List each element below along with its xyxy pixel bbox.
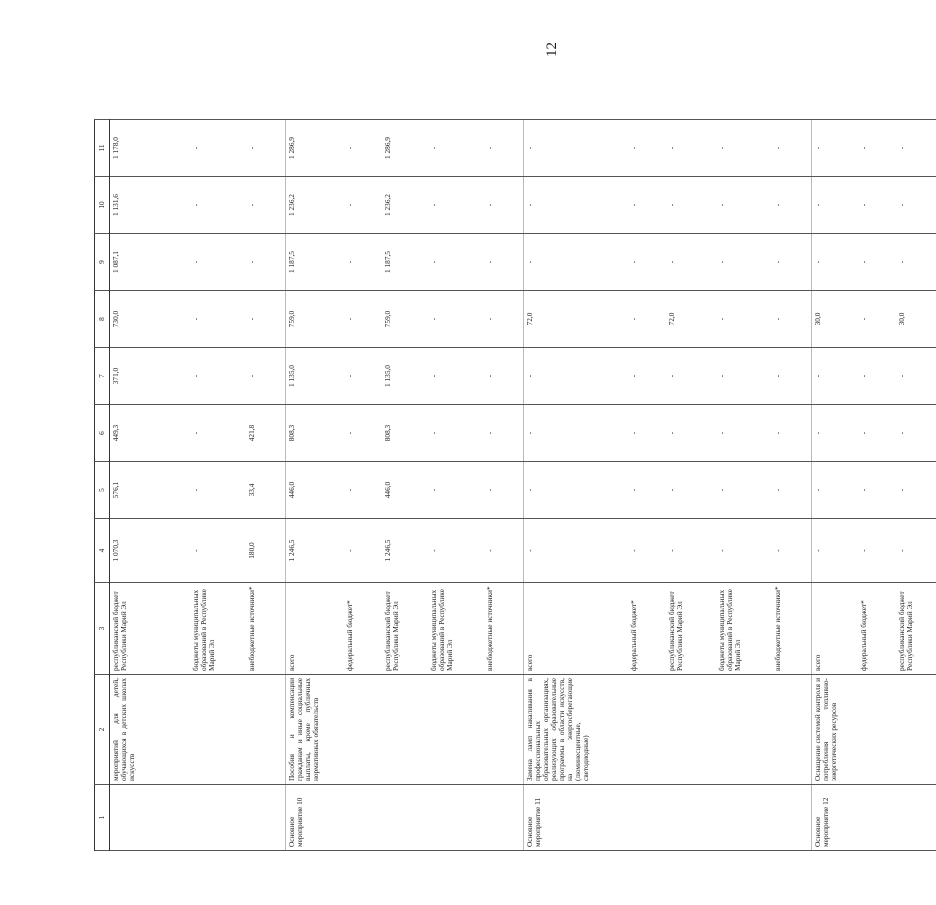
value-cell-col-11: - [666,120,716,177]
funding-source-cell: бюджеты муниципальных образований в Республике Марий Эл [716,583,772,675]
table-row [110,120,190,851]
measure-code-cell [344,785,382,851]
funding-source-cell: республиканский бюджет Республики Марий Эл [896,583,936,675]
value-cell-col-7: - [716,348,772,405]
value-cell-col-6: - [772,405,812,462]
column-header-7: 7 [95,348,110,405]
column-header-9: 9 [95,234,110,291]
value-cell-col-7: - [812,348,858,405]
value-cell-col-8: 759,0 [286,291,344,348]
value-cell-col-9: 1 187,5 [382,234,428,291]
value-cell-col-9: - [716,234,772,291]
measure-name-cell [772,675,812,785]
value-cell-col-8: - [428,291,484,348]
table-row [484,120,524,851]
table-row [428,120,484,851]
value-cell-col-10: - [858,177,896,234]
value-cell-col-6: 449,3 [110,405,190,462]
funding-source-cell: республиканский бюджет Республики Марий Эл [110,583,190,675]
value-cell-col-6: 808,3 [382,405,428,462]
funding-source-cell: внебюджетные источники* [246,583,286,675]
column-header-5: 5 [95,462,110,519]
measure-code-cell [858,785,896,851]
value-cell-col-4: - [858,519,896,583]
value-cell-col-4: 1 246,5 [286,519,344,583]
value-cell-col-11: - [524,120,628,177]
value-cell-col-8: - [716,291,772,348]
value-cell-col-6: - [716,405,772,462]
value-cell-col-10: - [896,177,936,234]
value-cell-col-11: - [772,120,812,177]
measure-code-cell: Основное мероприятие 11 [524,785,628,851]
value-cell-col-10: 1 236,2 [382,177,428,234]
value-cell-col-4: - [484,519,524,583]
measure-code-cell [772,785,812,851]
measure-code-cell [484,785,524,851]
measure-code-cell [628,785,666,851]
column-header-2: 2 [95,675,110,785]
value-cell-col-4: - [628,519,666,583]
funding-source-cell: федеральный бюджет* [344,583,382,675]
value-cell-col-9: - [524,234,628,291]
table-row [812,120,858,851]
value-cell-col-11: - [246,120,286,177]
value-cell-col-6: - [524,405,628,462]
funding-source-cell: бюджеты муниципальных образований в Республике Марий Эл [428,583,484,675]
value-cell-col-5: 33,4 [246,462,286,519]
measure-name-cell [858,675,896,785]
value-cell-col-5: 446,0 [382,462,428,519]
funding-source-cell: всего [286,583,344,675]
value-cell-col-10: - [190,177,246,234]
value-cell-col-11: - [812,120,858,177]
value-cell-col-11: 1 286,9 [286,120,344,177]
budget-table [94,119,936,851]
value-cell-col-8: 730,0 [110,291,190,348]
measure-code-cell [382,785,428,851]
column-header-3: 3 [95,583,110,675]
value-cell-col-6: - [812,405,858,462]
value-cell-col-10: - [812,177,858,234]
value-cell-col-9: - [190,234,246,291]
value-cell-col-7: - [666,348,716,405]
value-cell-col-11: - [190,120,246,177]
value-cell-col-4: - [716,519,772,583]
table-body [110,120,936,851]
measure-name-cell [484,675,524,785]
value-cell-col-11: - [428,120,484,177]
value-cell-col-6: - [344,405,382,462]
value-cell-col-10: - [628,177,666,234]
value-cell-col-9: - [896,234,936,291]
value-cell-col-6: - [428,405,484,462]
value-cell-col-10: - [772,177,812,234]
value-cell-col-9: - [858,234,896,291]
value-cell-col-8: - [190,291,246,348]
value-cell-col-11: - [628,120,666,177]
column-header-6: 6 [95,405,110,462]
value-cell-col-7: - [428,348,484,405]
value-cell-col-4: - [428,519,484,583]
value-cell-col-8: - [344,291,382,348]
value-cell-col-5: 446,0 [286,462,344,519]
funding-source-cell: республиканский бюджет Республики Марий Эл [666,583,716,675]
value-cell-col-5: 576,1 [110,462,190,519]
value-cell-col-9: - [344,234,382,291]
measure-code-cell [666,785,716,851]
table-row [716,120,772,851]
funding-source-cell: федеральный бюджет* [858,583,896,675]
measure-name-cell [428,675,484,785]
value-cell-col-9: - [428,234,484,291]
value-cell-col-10: - [666,177,716,234]
value-cell-col-7: - [858,348,896,405]
measure-name-cell: Пособия и компенсации гражданам и иные социальные выплаты, кроме публичных нормативных обязательств [286,675,344,785]
value-cell-col-11: 1 286,9 [382,120,428,177]
value-cell-col-6: - [666,405,716,462]
value-cell-col-11: - [344,120,382,177]
value-cell-col-9: 1 087,1 [110,234,190,291]
value-cell-col-4: - [666,519,716,583]
value-cell-col-4: - [190,519,246,583]
measure-name-cell: Замена ламп накаливания в профессиональных образовательных организациях, реализующих образовательные программы в области искусств, на энергосберегающие (люминесцентные, светодиодные) [524,675,628,785]
table-row [246,120,286,851]
value-cell-col-5: - [524,462,628,519]
table-row [190,120,246,851]
value-cell-col-7: - [628,348,666,405]
value-cell-col-11: - [858,120,896,177]
column-header-1: 1 [95,785,110,851]
value-cell-col-6: - [484,405,524,462]
value-cell-col-5: - [896,462,936,519]
value-cell-col-10: 1 131,6 [110,177,190,234]
measure-name-cell [382,675,428,785]
measure-code-cell [428,785,484,851]
value-cell-col-5: - [428,462,484,519]
table-row [524,120,628,851]
measure-name-cell [666,675,716,785]
value-cell-col-5: - [858,462,896,519]
value-cell-col-4: 1 246,5 [382,519,428,583]
funding-source-cell: республиканский бюджет Республики Марий Эл [382,583,428,675]
funding-source-cell: всего [524,583,628,675]
value-cell-col-8: - [628,291,666,348]
funding-source-cell: федеральный бюджет* [628,583,666,675]
table-row [628,120,666,851]
value-cell-col-8: 72,0 [524,291,628,348]
value-cell-col-8: 30,0 [896,291,936,348]
page-number: 12 [544,42,560,57]
value-cell-col-4: 180,0 [246,519,286,583]
value-cell-col-5: - [666,462,716,519]
measure-name-cell [246,675,286,785]
value-cell-col-9: - [246,234,286,291]
value-cell-col-11: - [896,120,936,177]
value-cell-col-11: 1 178,0 [110,120,190,177]
value-cell-col-8: 30,0 [812,291,858,348]
value-cell-col-6: - [628,405,666,462]
value-cell-col-7: - [772,348,812,405]
value-cell-col-8: 72,0 [666,291,716,348]
table-row [772,120,812,851]
value-cell-col-9: - [772,234,812,291]
value-cell-col-5: - [772,462,812,519]
value-cell-col-9: - [484,234,524,291]
measure-name-cell: Оснащение системой контроля и потребления топливно-энергетических ресурсов [812,675,858,785]
measure-name-cell [716,675,772,785]
measure-code-cell: Основное мероприятие 12 [812,785,858,851]
value-cell-col-7: - [246,348,286,405]
table-row [286,120,344,851]
measure-code-cell [716,785,772,851]
funding-source-cell: всего [812,583,858,675]
value-cell-col-4: - [772,519,812,583]
value-cell-col-6: 421,8 [246,405,286,462]
value-cell-col-7: - [524,348,628,405]
value-cell-col-10: 1 236,2 [286,177,344,234]
measure-code-cell [110,785,190,851]
measure-code-cell [896,785,936,851]
measure-name-cell [628,675,666,785]
measure-name-cell [344,675,382,785]
value-cell-col-10: - [524,177,628,234]
value-cell-col-4: - [524,519,628,583]
column-header-11: 11 [95,120,110,177]
table-row [666,120,716,851]
value-cell-col-5: - [484,462,524,519]
value-cell-col-9: - [812,234,858,291]
value-cell-col-8: - [246,291,286,348]
value-cell-col-8: - [484,291,524,348]
table-row [344,120,382,851]
value-cell-col-5: - [344,462,382,519]
value-cell-col-4: 1 070,3 [110,519,190,583]
value-cell-col-7: - [190,348,246,405]
funding-source-cell: внебюджетные источники* [772,583,812,675]
value-cell-col-7: 1 135,0 [382,348,428,405]
value-cell-col-8: 759,0 [382,291,428,348]
value-cell-col-6: - [190,405,246,462]
value-cell-col-6: - [896,405,936,462]
funding-source-cell: бюджеты муниципальных образований в Республике Марий Эл [190,583,246,675]
value-cell-col-11: - [716,120,772,177]
value-cell-col-6: 808,3 [286,405,344,462]
value-cell-col-6: - [858,405,896,462]
value-cell-col-10: - [246,177,286,234]
measure-code-cell [246,785,286,851]
value-cell-col-4: - [812,519,858,583]
table-row [382,120,428,851]
value-cell-col-11: - [484,120,524,177]
value-cell-col-7: 371,0 [110,348,190,405]
value-cell-col-8: - [858,291,896,348]
value-cell-col-9: - [628,234,666,291]
column-header-10: 10 [95,177,110,234]
value-cell-col-4: - [896,519,936,583]
value-cell-col-9: 1 187,5 [286,234,344,291]
value-cell-col-10: - [344,177,382,234]
measure-name-cell: мероприятий для детей, обучающихся в детских школах искусств [110,675,190,785]
measure-name-cell [896,675,936,785]
value-cell-col-7: - [896,348,936,405]
value-cell-col-5: - [628,462,666,519]
value-cell-col-4: - [344,519,382,583]
funding-source-cell: внебюджетные источники* [484,583,524,675]
value-cell-col-5: - [812,462,858,519]
value-cell-col-8: - [772,291,812,348]
value-cell-col-10: - [484,177,524,234]
value-cell-col-7: - [484,348,524,405]
column-header-4: 4 [95,519,110,583]
value-cell-col-5: - [190,462,246,519]
measure-code-cell [190,785,246,851]
value-cell-col-10: - [716,177,772,234]
value-cell-col-7: 1 135,0 [286,348,344,405]
table-row [858,120,896,851]
value-cell-col-7: - [344,348,382,405]
measure-code-cell: Основное мероприятие 10 [286,785,344,851]
value-cell-col-10: - [428,177,484,234]
value-cell-col-9: - [666,234,716,291]
table-header-row [95,120,110,851]
table-row [896,120,936,851]
value-cell-col-5: - [716,462,772,519]
column-header-8: 8 [95,291,110,348]
measure-name-cell [190,675,246,785]
